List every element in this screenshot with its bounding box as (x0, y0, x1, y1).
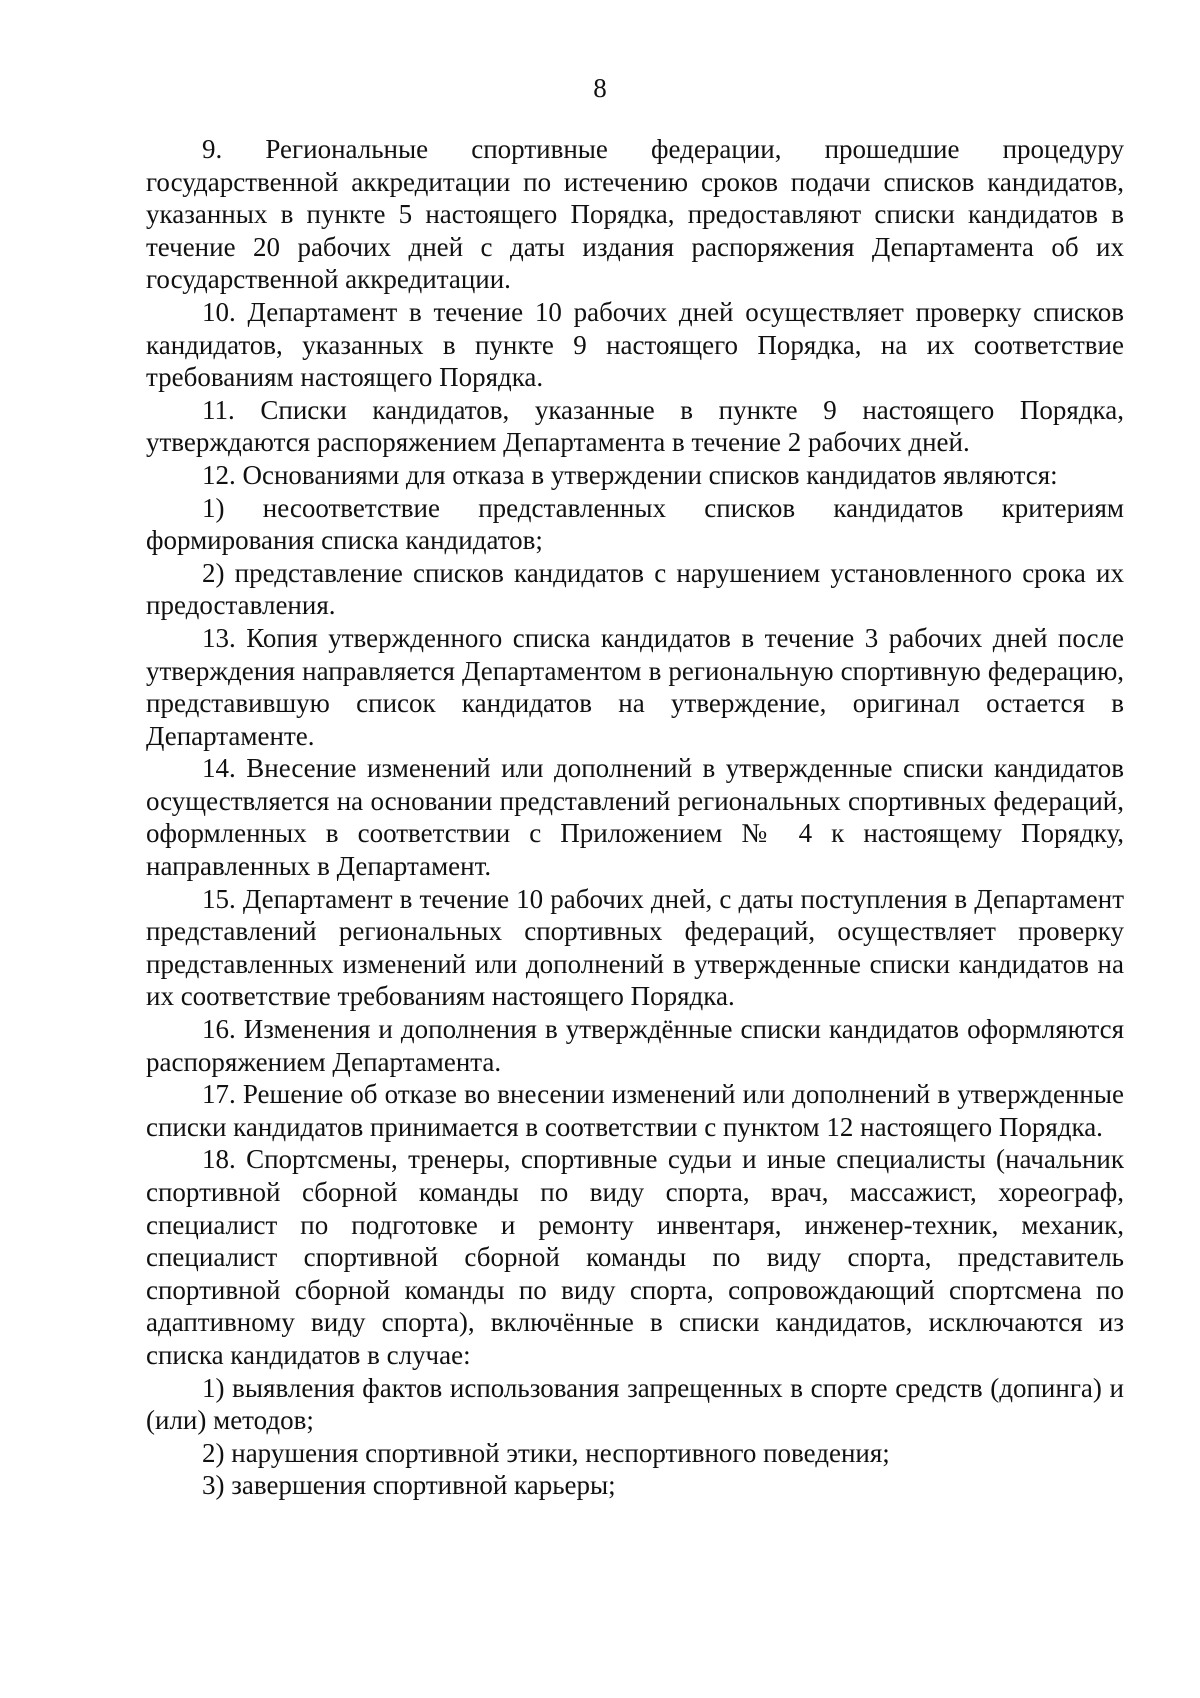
paragraph-18: 18. Спортсмены, тренеры, спортивные судьи и иные специалисты (начальник спортивной сборной команды по виду спорта, врач, массажист, хореограф, специалист по подготовке и ремонту инвентаря, инженер-техник, механик, специалист спортивной сборной команды по виду спорта, представитель спортивной сборной команды по виду спорта, сопровождающий спортсмена по адаптивному виду спорта), включённые в списки кандидатов, исключаются из списка кандидатов в случае: (146, 1144, 1124, 1370)
paragraph-15: 15. Департамент в течение 10 рабочих дней, с даты поступления в Департамент представлений региональных спортивных федераций, осуществляет проверку представленных изменений или дополнений в утвержденные списки кандидатов на их соответствие требованиям настоящего Порядка. (146, 883, 1124, 1012)
paragraph-12-item-1: 1) несоответствие представленных списков кандидатов критериям формирования списка кандидатов; (146, 492, 1124, 556)
paragraph-14: 14. Внесение изменений или дополнений в утвержденные списки кандидатов осуществляется на основании представлений региональных спортивных федераций, оформленных в соответствии с Приложением № 4 к настоящему Порядку, направленных в Департамент. (146, 753, 1124, 882)
paragraph-16: 16. Изменения и дополнения в утверждённые списки кандидатов оформляются распоряжением Департамента. (146, 1014, 1124, 1077)
document-body (146, 133, 1124, 1502)
paragraph-12: 12. Основаниями для отказа в утверждении списков кандидатов являются: (202, 459, 1058, 490)
paragraph-18-item-3: 3) завершения спортивной карьеры; (202, 1470, 616, 1501)
paragraph-9: 9. Региональные спортивные федерации, прошедшие процедуру государственной аккредитации по истечению сроков подачи списков кандидатов, указанных в пункте 5 настоящего Порядка, предоставляют списки кандидатов в течение 20 рабочих дней с даты издания распоряжения Департамента об их государственной аккредитации. (146, 134, 1124, 295)
paragraph-10: 10. Департамент в течение 10 рабочих дней осуществляет проверку списков кандидатов, указанных в пункте 9 настоящего Порядка, на их соответствие требованиям настоящего Порядка. (146, 296, 1124, 393)
paragraph-18-item-2: 2) нарушения спортивной этики, неспортивного поведения; (202, 1437, 890, 1468)
paragraph-13: 13. Копия утвержденного списка кандидатов в течение 3 рабочих дней после утверждения направляется Департаментом в региональную спортивную федерацию, представившую список кандидатов на утверждение, оригинал остается в Департаменте. (146, 622, 1124, 751)
paragraph-17: 17. Решение об отказе во внесении изменений или дополнений в утвержденные списки кандидатов принимается в соответствии с пунктом 12 настоящего Порядка. (146, 1079, 1124, 1142)
paragraph-12-item-2: 2) представление списков кандидатов с нарушением установленного срока их предоставления. (146, 557, 1124, 621)
page-number: 8 (593, 73, 607, 103)
paragraph-18-item-1: 1) выявления фактов использования запрещенных в спорте средств (допинга) и (или) методов; (146, 1372, 1124, 1436)
paragraph-11: 11. Списки кандидатов, указанные в пункте 9 настоящего Порядка, утверждаются распоряжением Департамента в течение 2 рабочих дней. (146, 394, 1124, 458)
